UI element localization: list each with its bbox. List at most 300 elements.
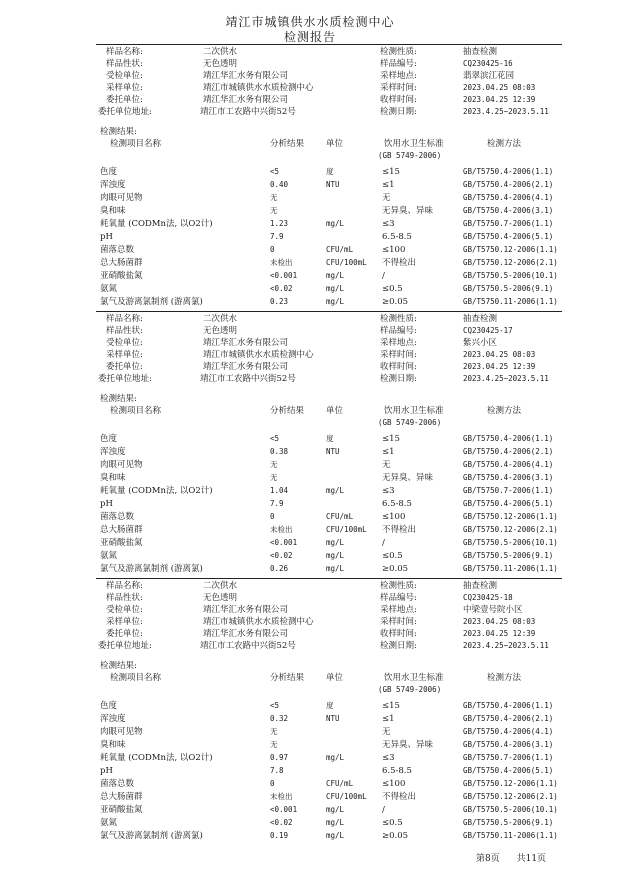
- table-header: [0, 672, 620, 684]
- cell-unit: mg/L: [326, 284, 345, 293]
- table-subheader: [0, 150, 620, 162]
- meta-value: 靖江华汇水务有限公司: [203, 338, 289, 348]
- cell-method: GB/T5750.7-2006(1.1): [463, 753, 554, 762]
- meta-value: 2023.4.25~2023.5.11: [463, 641, 549, 650]
- table-row: [0, 511, 620, 523]
- table-header: [0, 138, 620, 150]
- meta-label: 收样时间:: [380, 95, 417, 105]
- meta-value: 靖江市城镇供水水质检测中心: [203, 83, 314, 93]
- meta-value: 靖江市工农路中兴街52号: [200, 107, 296, 117]
- meta-label: 采样时间:: [380, 83, 417, 93]
- cell-method: GB/T5750.12-2006(1.1): [463, 512, 558, 521]
- meta-value: 2023.04.25 12:39: [463, 95, 536, 104]
- cell-standard: ≤3: [382, 486, 395, 496]
- table-row: [0, 296, 620, 308]
- meta-label: 检测日期:: [380, 107, 417, 117]
- column-header: 检测方法: [487, 139, 522, 149]
- meta-value: 靖江华汇水务有限公司: [203, 362, 289, 372]
- cell-item: 肉眼可见物: [100, 727, 143, 737]
- cell-unit: CFU/100mL: [326, 258, 367, 267]
- cell-item: 菌落总数: [100, 245, 135, 255]
- cell-standard: ≤0.5: [382, 818, 403, 828]
- table-row: [0, 739, 620, 751]
- cell-method: GB/T5750.12-2006(2.1): [463, 258, 558, 267]
- cell-item: 氯气及游离氯制剂 (游离氯): [100, 297, 203, 307]
- cell-method: GB/T5750.4-2006(4.1): [463, 460, 554, 469]
- table-row: [0, 713, 620, 725]
- cell-standard: ≥0.05: [382, 564, 409, 574]
- meta-row: [0, 46, 620, 58]
- cell-item: 浑浊度: [100, 447, 126, 457]
- cell-item: 耗氧量 (CODMn法, 以O2计): [100, 486, 213, 496]
- meta-label: 采样时间:: [380, 350, 417, 360]
- cell-result: 7.8: [270, 766, 284, 775]
- cell-item: pH: [100, 499, 113, 509]
- cell-result: 7.9: [270, 499, 284, 508]
- meta-label: 受检单位:: [106, 338, 143, 348]
- meta-label: 采样地点:: [380, 338, 417, 348]
- cell-unit: mg/L: [326, 818, 345, 827]
- meta-value: 2023.04.25 08:03: [463, 350, 536, 359]
- cell-unit: mg/L: [326, 753, 345, 762]
- page-footer: [476, 851, 560, 864]
- meta-value: 2023.04.25 08:03: [463, 617, 536, 626]
- meta-label: 委托单位地址:: [98, 374, 152, 384]
- cell-item: 臭和味: [100, 206, 126, 216]
- column-header: 单位: [326, 673, 344, 683]
- meta-value: 2023.04.25 12:39: [463, 629, 536, 638]
- column-header: 检测项目名称: [110, 673, 162, 683]
- results-label-row: [0, 393, 620, 405]
- cell-unit: mg/L: [326, 564, 345, 573]
- table-row: [0, 726, 620, 738]
- cell-unit: mg/L: [326, 486, 345, 495]
- cell-method: GB/T5750.4-2006(4.1): [463, 193, 554, 202]
- cell-standard: ≥0.05: [382, 831, 409, 841]
- cell-method: GB/T5750.12-2006(1.1): [463, 245, 558, 254]
- column-header: 单位: [326, 139, 344, 149]
- cell-method: GB/T5750.4-2006(3.1): [463, 206, 554, 215]
- cell-method: GB/T5750.4-2006(3.1): [463, 740, 554, 749]
- cell-item: 色度: [100, 701, 118, 711]
- column-header: 分析结果: [270, 139, 305, 149]
- cell-standard: ≤0.5: [382, 284, 403, 294]
- cell-result: <5: [270, 167, 280, 176]
- meta-value: 靖江华汇水务有限公司: [203, 629, 289, 639]
- cell-method: GB/T5750.4-2006(5.1): [463, 232, 554, 241]
- meta-label: 样品性状:: [106, 326, 143, 336]
- cell-method: GB/T5750.4-2006(1.1): [463, 434, 554, 443]
- meta-value: 靖江市城镇供水水质检测中心: [203, 617, 314, 627]
- cell-item: 亚硝酸盐氮: [100, 805, 143, 815]
- cell-unit: 度: [326, 167, 334, 176]
- meta-label: 委托单位:: [106, 95, 143, 105]
- cell-unit: 度: [326, 701, 334, 710]
- cell-result: 无: [270, 727, 278, 736]
- cell-result: <0.001: [270, 805, 298, 814]
- cell-standard: /: [382, 271, 385, 281]
- cell-result: 0: [270, 779, 275, 788]
- meta-row: [0, 592, 620, 604]
- meta-label: 样品编号:: [380, 59, 417, 69]
- meta-value: 二次供水: [203, 47, 238, 57]
- meta-value: CQ230425-16: [463, 59, 513, 68]
- meta-row: [0, 337, 620, 349]
- cell-method: GB/T5750.4-2006(4.1): [463, 727, 554, 736]
- cell-item: pH: [100, 232, 113, 242]
- table-subheader: [0, 417, 620, 429]
- cell-result: 0.38: [270, 447, 289, 456]
- cell-standard: 无: [382, 727, 391, 737]
- table-row: [0, 205, 620, 217]
- table-row: [0, 817, 620, 829]
- standard-code: (GB 5749-2006): [378, 685, 442, 694]
- cell-method: GB/T5750.4-2006(1.1): [463, 167, 554, 176]
- table-row: [0, 433, 620, 445]
- cell-standard: 无: [382, 460, 391, 470]
- column-header: 检测方法: [487, 673, 522, 683]
- cell-item: 氨氮: [100, 818, 118, 828]
- meta-label: 委托单位地址:: [98, 107, 152, 117]
- meta-value: 2023.04.25 12:39: [463, 362, 536, 371]
- table-row: [0, 804, 620, 816]
- cell-item: 总大肠菌群: [100, 525, 143, 535]
- cell-method: GB/T5750.5-2006(10.1): [463, 805, 558, 814]
- table-row: [0, 231, 620, 243]
- cell-item: 耗氧量 (CODMn法, 以O2计): [100, 753, 213, 763]
- cell-standard: 6.5-8.5: [382, 499, 412, 509]
- cell-result: 0.23: [270, 297, 289, 306]
- cell-standard: ≤0.5: [382, 551, 403, 561]
- cell-standard: 无异臭、异味: [382, 206, 434, 216]
- meta-value: 2023.4.25~2023.5.11: [463, 107, 549, 116]
- table-row: [0, 791, 620, 803]
- meta-value: 抽查检测: [463, 47, 498, 57]
- cell-item: 氨氮: [100, 284, 118, 294]
- cell-item: 耗氧量 (CODMn法, 以O2计): [100, 219, 213, 229]
- cell-item: 菌落总数: [100, 512, 135, 522]
- page-total: 共11页: [516, 854, 547, 864]
- section-divider: [96, 311, 562, 312]
- cell-result: <0.02: [270, 284, 293, 293]
- cell-standard: ≤1: [382, 180, 395, 190]
- cell-result: 7.9: [270, 232, 284, 241]
- cell-result: <0.02: [270, 551, 293, 560]
- column-header: 分析结果: [270, 406, 305, 416]
- cell-standard: 不得检出: [382, 258, 417, 268]
- meta-row: [0, 94, 620, 106]
- cell-method: GB/T5750.4-2006(5.1): [463, 766, 554, 775]
- meta-label: 委托单位地址:: [98, 641, 152, 651]
- cell-standard: /: [382, 538, 385, 548]
- section-divider: [96, 578, 562, 579]
- cell-unit: mg/L: [326, 831, 345, 840]
- cell-method: GB/T5750.4-2006(2.1): [463, 447, 554, 456]
- results-label: 检测结果:: [100, 661, 137, 671]
- cell-result: <5: [270, 434, 280, 443]
- cell-standard: /: [382, 805, 385, 815]
- meta-label: 样品性状:: [106, 59, 143, 69]
- column-header: 检测方法: [487, 406, 522, 416]
- table-row: [0, 244, 620, 256]
- cell-item: 亚硝酸盐氮: [100, 538, 143, 548]
- meta-label: 样品编号:: [380, 593, 417, 603]
- table-row: [0, 537, 620, 549]
- cell-standard: ≤15: [382, 167, 400, 177]
- meta-row: [0, 604, 620, 616]
- table-row: [0, 166, 620, 178]
- standard-code: (GB 5749-2006): [378, 418, 442, 427]
- cell-item: 氨氮: [100, 551, 118, 561]
- meta-label: 委托单位:: [106, 362, 143, 372]
- column-header: 分析结果: [270, 673, 305, 683]
- meta-label: 样品性状:: [106, 593, 143, 603]
- cell-item: 肉眼可见物: [100, 193, 143, 203]
- table-row: [0, 270, 620, 282]
- meta-label: 样品名称:: [106, 314, 143, 324]
- cell-unit: CFU/100mL: [326, 792, 367, 801]
- meta-value: 二次供水: [203, 581, 238, 591]
- cell-method: GB/T5750.11-2006(1.1): [463, 564, 558, 573]
- table-row: [0, 752, 620, 764]
- meta-label: 检测性质:: [380, 581, 417, 591]
- cell-item: 肉眼可见物: [100, 460, 143, 470]
- cell-result: 无: [270, 206, 278, 215]
- meta-label: 采样地点:: [380, 605, 417, 615]
- meta-label: 受检单位:: [106, 605, 143, 615]
- cell-method: GB/T5750.5-2006(9.1): [463, 551, 554, 560]
- table-row: [0, 765, 620, 777]
- meta-row: [0, 628, 620, 640]
- column-header: 饮用水卫生标准: [384, 673, 444, 683]
- cell-item: 浑浊度: [100, 180, 126, 190]
- cell-unit: mg/L: [326, 805, 345, 814]
- table-header: [0, 405, 620, 417]
- table-row: [0, 179, 620, 191]
- table-subheader: [0, 684, 620, 696]
- cell-result: 未检出: [270, 792, 293, 801]
- cell-method: GB/T5750.4-2006(3.1): [463, 473, 554, 482]
- cell-unit: NTU: [326, 447, 340, 456]
- column-header: 单位: [326, 406, 344, 416]
- meta-label: 采样单位:: [106, 617, 143, 627]
- column-header: 检测项目名称: [110, 139, 162, 149]
- cell-standard: ≤100: [382, 512, 406, 522]
- meta-value: 紫兴小区: [463, 338, 498, 348]
- table-row: [0, 218, 620, 230]
- cell-result: 0.19: [270, 831, 289, 840]
- table-row: [0, 459, 620, 471]
- cell-item: 臭和味: [100, 473, 126, 483]
- cell-method: GB/T5750.11-2006(1.1): [463, 831, 558, 840]
- meta-value: 靖江市工农路中兴街52号: [200, 641, 296, 651]
- meta-value: 靖江华汇水务有限公司: [203, 95, 289, 105]
- cell-result: 0: [270, 512, 275, 521]
- cell-result: <0.001: [270, 538, 298, 547]
- cell-result: 0: [270, 245, 275, 254]
- meta-row: [0, 325, 620, 337]
- cell-result: 无: [270, 460, 278, 469]
- meta-value: CQ230425-18: [463, 593, 513, 602]
- meta-row: [0, 349, 620, 361]
- cell-result: 0.40: [270, 180, 289, 189]
- table-row: [0, 257, 620, 269]
- cell-item: 菌落总数: [100, 779, 135, 789]
- meta-label: 检测日期:: [380, 641, 417, 651]
- meta-row: [0, 82, 620, 94]
- table-row: [0, 283, 620, 295]
- cell-method: GB/T5750.7-2006(1.1): [463, 486, 554, 495]
- cell-item: 亚硝酸盐氮: [100, 271, 143, 281]
- cell-method: GB/T5750.5-2006(9.1): [463, 818, 554, 827]
- cell-standard: ≤100: [382, 245, 406, 255]
- meta-value: 无色透明: [203, 59, 238, 69]
- cell-standard: 无异臭、异味: [382, 473, 434, 483]
- meta-row: [0, 580, 620, 592]
- meta-value: CQ230425-17: [463, 326, 513, 335]
- table-row: [0, 778, 620, 790]
- table-row: [0, 550, 620, 562]
- table-row: [0, 485, 620, 497]
- table-row: [0, 830, 620, 842]
- meta-label: 采样单位:: [106, 350, 143, 360]
- table-row: [0, 700, 620, 712]
- meta-row: [0, 58, 620, 70]
- cell-item: 总大肠菌群: [100, 258, 143, 268]
- cell-unit: NTU: [326, 714, 340, 723]
- cell-standard: ≤100: [382, 779, 406, 789]
- cell-standard: ≤15: [382, 701, 400, 711]
- meta-label: 采样地点:: [380, 71, 417, 81]
- cell-unit: mg/L: [326, 551, 345, 560]
- cell-result: 未检出: [270, 525, 293, 534]
- cell-unit: CFU/100mL: [326, 525, 367, 534]
- cell-unit: NTU: [326, 180, 340, 189]
- meta-value: 靖江市工农路中兴街52号: [200, 374, 296, 384]
- cell-method: GB/T5750.12-2006(1.1): [463, 779, 558, 788]
- cell-method: GB/T5750.12-2006(2.1): [463, 792, 558, 801]
- cell-standard: ≤15: [382, 434, 400, 444]
- cell-result: <0.001: [270, 271, 298, 280]
- meta-value: 抽查检测: [463, 314, 498, 324]
- table-row: [0, 498, 620, 510]
- cell-unit: mg/L: [326, 271, 345, 280]
- meta-row: [0, 616, 620, 628]
- cell-standard: 无: [382, 193, 391, 203]
- meta-label: 样品编号:: [380, 326, 417, 336]
- cell-unit: 度: [326, 434, 334, 443]
- table-row: [0, 192, 620, 204]
- cell-result: 1.23: [270, 219, 289, 228]
- meta-label: 样品名称:: [106, 581, 143, 591]
- cell-standard: 6.5-8.5: [382, 232, 412, 242]
- results-label: 检测结果:: [100, 394, 137, 404]
- cell-unit: CFU/mL: [326, 512, 354, 521]
- meta-label: 委托单位:: [106, 629, 143, 639]
- cell-unit: CFU/mL: [326, 779, 354, 788]
- cell-item: 臭和味: [100, 740, 126, 750]
- standard-code: (GB 5749-2006): [378, 151, 442, 160]
- meta-row: [0, 70, 620, 82]
- meta-label: 收样时间:: [380, 629, 417, 639]
- results-label-row: [0, 126, 620, 138]
- cell-result: 0.97: [270, 753, 289, 762]
- cell-result: 未检出: [270, 258, 293, 267]
- cell-item: pH: [100, 766, 113, 776]
- meta-label: 检测性质:: [380, 314, 417, 324]
- cell-result: <5: [270, 701, 280, 710]
- meta-row: [0, 313, 620, 325]
- cell-method: GB/T5750.7-2006(1.1): [463, 219, 554, 228]
- cell-standard: 无异臭、异味: [382, 740, 434, 750]
- meta-label: 采样单位:: [106, 83, 143, 93]
- cell-item: 色度: [100, 167, 118, 177]
- cell-method: GB/T5750.4-2006(2.1): [463, 180, 554, 189]
- cell-item: 总大肠菌群: [100, 792, 143, 802]
- table-row: [0, 563, 620, 575]
- cell-result: 无: [270, 473, 278, 482]
- meta-value: 靖江华汇水务有限公司: [203, 605, 289, 615]
- meta-label: 样品名称:: [106, 47, 143, 57]
- report-title: 靖江市城镇供水水质检测中心: [225, 15, 395, 29]
- meta-value: 2023.04.25 08:03: [463, 83, 536, 92]
- cell-standard: 6.5-8.5: [382, 766, 412, 776]
- results-label-row: [0, 660, 620, 672]
- table-row: [0, 446, 620, 458]
- section-divider: [96, 44, 562, 45]
- cell-standard: ≤3: [382, 219, 395, 229]
- cell-unit: mg/L: [326, 297, 345, 306]
- meta-row: [0, 361, 620, 373]
- cell-unit: CFU/mL: [326, 245, 354, 254]
- meta-value: 抽查检测: [463, 581, 498, 591]
- cell-result: 无: [270, 193, 278, 202]
- cell-item: 氯气及游离氯制剂 (游离氯): [100, 564, 203, 574]
- cell-result: 0.26: [270, 564, 289, 573]
- cell-item: 浑浊度: [100, 714, 126, 724]
- table-row: [0, 524, 620, 536]
- meta-label: 检测性质:: [380, 47, 417, 57]
- cell-method: GB/T5750.4-2006(1.1): [463, 701, 554, 710]
- cell-item: 色度: [100, 434, 118, 444]
- cell-method: GB/T5750.11-2006(1.1): [463, 297, 558, 306]
- column-header: 检测项目名称: [110, 406, 162, 416]
- cell-result: 0.32: [270, 714, 289, 723]
- meta-label: 收样时间:: [380, 362, 417, 372]
- meta-label: 受检单位:: [106, 71, 143, 81]
- cell-result: 1.04: [270, 486, 289, 495]
- meta-value: 无色透明: [203, 326, 238, 336]
- cell-standard: ≤1: [382, 714, 395, 724]
- report-subtitle: 检测报告: [283, 30, 336, 44]
- meta-row: [0, 640, 620, 652]
- meta-value: 二次供水: [203, 314, 238, 324]
- results-label: 检测结果:: [100, 127, 137, 137]
- cell-result: <0.02: [270, 818, 293, 827]
- meta-value: 靖江华汇水务有限公司: [203, 71, 289, 81]
- meta-value: 2023.4.25~2023.5.11: [463, 374, 549, 383]
- column-header: 饮用水卫生标准: [384, 406, 444, 416]
- meta-value: 中梁壹号院小区: [463, 605, 523, 615]
- meta-value: 靖江市城镇供水水质检测中心: [203, 350, 314, 360]
- meta-label: 采样时间:: [380, 617, 417, 627]
- cell-method: GB/T5750.5-2006(10.1): [463, 538, 558, 547]
- column-header: 饮用水卫生标准: [384, 139, 444, 149]
- cell-method: GB/T5750.4-2006(2.1): [463, 714, 554, 723]
- cell-standard: ≤3: [382, 753, 395, 763]
- meta-value: 翡翠滨江花园: [463, 71, 515, 81]
- cell-method: GB/T5750.12-2006(2.1): [463, 525, 558, 534]
